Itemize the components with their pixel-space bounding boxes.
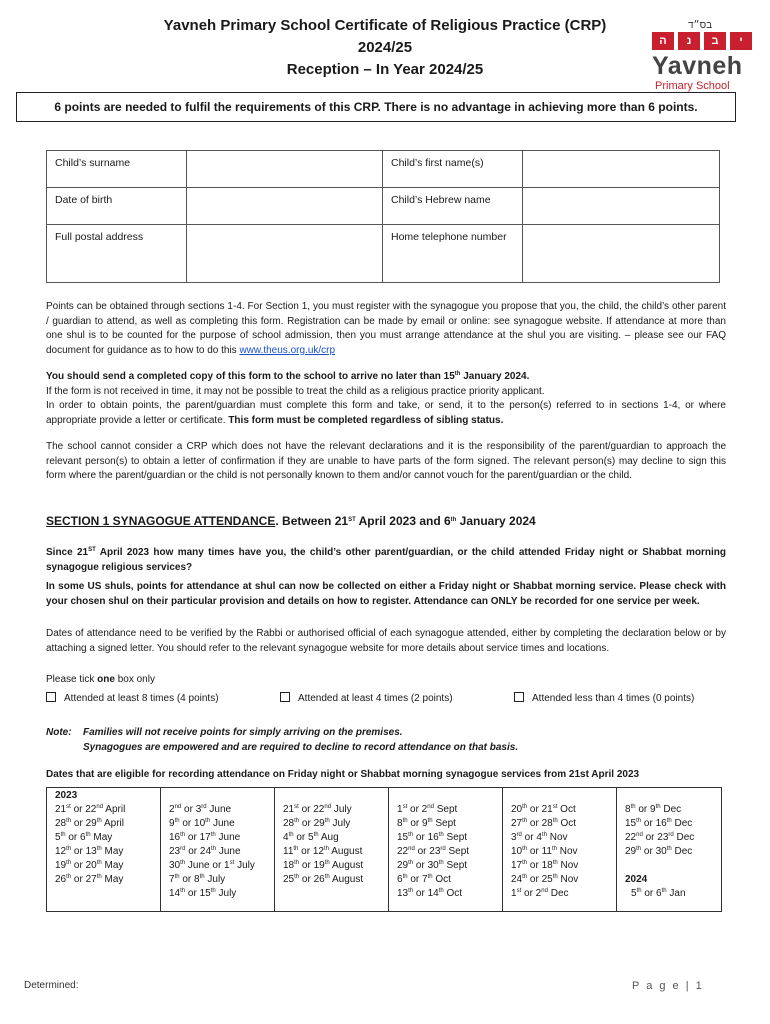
date-entry: 29th or 30th Dec bbox=[625, 846, 693, 857]
date-entry: 6th or 7th Oct bbox=[397, 874, 451, 885]
surname-field[interactable] bbox=[187, 151, 383, 188]
logo-hebrew-blocks bbox=[652, 32, 752, 50]
note-label: Note: bbox=[46, 727, 72, 738]
option-4-times[interactable] bbox=[280, 692, 453, 704]
sibling-status: This form must be completed regardless of sibling status. bbox=[228, 414, 504, 426]
dates-col3 bbox=[275, 788, 389, 912]
date-entry: 26th or 27th May bbox=[55, 874, 124, 885]
attendance-question bbox=[46, 546, 726, 575]
date-entry: 5th or 6th May bbox=[55, 832, 113, 843]
year-2023: 2023 bbox=[55, 790, 78, 801]
date-entry: 7th or 8th July bbox=[169, 874, 226, 885]
tick-c: box only bbox=[114, 674, 155, 685]
dates-list bbox=[55, 803, 152, 887]
dates-col5 bbox=[503, 788, 617, 912]
checkbox[interactable] bbox=[514, 692, 524, 702]
submission-paragraph bbox=[46, 370, 726, 428]
date-entry: 13th or 14th Oct bbox=[397, 888, 463, 899]
hebrew-name-label: Child’s Hebrew name bbox=[383, 188, 523, 225]
date-entry: 30th June or 1st July bbox=[169, 860, 255, 871]
dates-list bbox=[625, 803, 713, 859]
date-entry: 24th or 25th Nov bbox=[511, 874, 579, 885]
logo-subtitle: Primary School bbox=[655, 80, 730, 92]
logo-letter: ב bbox=[704, 32, 726, 50]
date-entry: 28th or 29th April bbox=[55, 818, 124, 829]
address-field[interactable] bbox=[187, 225, 383, 283]
logo-name: Yavneh bbox=[652, 52, 743, 80]
date-entry: 17th or 18th Nov bbox=[511, 860, 579, 871]
section1-heading bbox=[46, 514, 536, 528]
date-entry: 2nd or 3rd June bbox=[169, 804, 232, 815]
range-sup2: th bbox=[450, 517, 457, 523]
tick-instruction bbox=[46, 673, 726, 688]
date-entry: 3rd or 4th Nov bbox=[511, 832, 568, 843]
note-line1: Families will not receive points for simply arriving on the premises. bbox=[83, 727, 403, 738]
logo-letter: י bbox=[730, 32, 752, 50]
q-sup: ST bbox=[88, 547, 96, 553]
crp-link[interactable]: www.theus.org.uk/crp bbox=[239, 344, 336, 356]
first-names-label: Child’s first name(s) bbox=[383, 151, 523, 188]
q-a: Since 21 bbox=[46, 547, 89, 558]
dates-col4 bbox=[389, 788, 503, 912]
date-entry: 11th or 12th August bbox=[283, 846, 363, 857]
deadline-b: January 2024. bbox=[460, 371, 530, 382]
range-b: April 2023 and 6 bbox=[355, 514, 451, 528]
late-form-text: If the form is not received in time, it may not be possible to treat the child as a religious practice priority applicant. bbox=[46, 385, 545, 397]
deadline-sup: th bbox=[454, 371, 461, 377]
dates-list bbox=[397, 803, 494, 901]
date-entry: 1st or 2nd Dec bbox=[511, 888, 569, 899]
date-entry: 12th or 13th May bbox=[55, 846, 124, 857]
date-entry: 22nd or 23rd Sept bbox=[397, 846, 470, 857]
date-entry: 23rd or 24th June bbox=[169, 846, 241, 857]
date-entry: 4th or 5th Aug bbox=[283, 832, 339, 843]
date-entry: 5th or 6th Jan bbox=[631, 888, 686, 899]
logo-letter: נ bbox=[678, 32, 700, 50]
option-label: Attended at least 8 times (4 points) bbox=[64, 693, 219, 704]
range-c: January 2024 bbox=[456, 514, 536, 528]
date-entry: 25th or 26th August bbox=[283, 874, 364, 885]
dob-field[interactable] bbox=[187, 188, 383, 225]
date-entry: 28th or 29th July bbox=[283, 818, 351, 829]
date-entry: 9th or 10th June bbox=[169, 818, 235, 829]
checkbox[interactable] bbox=[46, 692, 56, 702]
dates-heading: Dates that are eligible for recording attendance on Friday night or Shabbat morning synagogue services from 21st April 2023 bbox=[46, 769, 640, 780]
date-entry: 8th or 9th Dec bbox=[625, 804, 682, 815]
doc-subtitle: Reception – In Year 2024/25 bbox=[286, 61, 484, 78]
intro-paragraph bbox=[46, 300, 726, 358]
deadline-a: You should send a completed copy of this form to the school to arrive no later than 15 bbox=[46, 371, 455, 382]
option-less-than-4[interactable] bbox=[514, 692, 694, 704]
range-a: . Between 21 bbox=[275, 514, 349, 528]
surname-label: Child’s surname bbox=[47, 151, 187, 188]
deadline-text bbox=[46, 370, 726, 385]
dates-col1 bbox=[47, 788, 161, 912]
footer-determined: Determined: bbox=[24, 980, 79, 991]
tick-a: Please tick bbox=[46, 674, 98, 685]
first-names-field[interactable] bbox=[523, 151, 720, 188]
phone-field[interactable] bbox=[523, 225, 720, 283]
date-entry: 22nd or 23rd Dec bbox=[625, 832, 695, 843]
logo-bsd: בס״ד bbox=[688, 20, 713, 31]
date-entry: 27th or 28th Oct bbox=[511, 818, 577, 829]
intro-text: Points can be obtained through sections 1-4. For Section 1, you must register with the synagogue you propose that you, the child, the child’s other parent / guardian to attend, as well as completing this form. Registration can be made by email or online: see synagogue website. If attendance at more than one shul is to be counted for the purpose of school admission, then you must arrange attendance at the shul you are visiting. – please see our FAQ document for guidance as to how to do this bbox=[46, 301, 726, 356]
year-2024: 2024 bbox=[625, 874, 648, 885]
phone-label: Home telephone number bbox=[383, 225, 523, 283]
dates-col6 bbox=[617, 788, 722, 912]
range-sup1: ST bbox=[348, 517, 356, 523]
verification-text: Dates of attendance need to be verified by the Rabbi or authorised official of each synagogue attended, either by completing the declaration below or by attaching a signed letter. You should refer to the relevant synagogue website for more details about service times and locations. bbox=[46, 628, 726, 654]
address-label: Full postal address bbox=[47, 225, 187, 283]
date-entry: 15th or 16th Sept bbox=[397, 832, 468, 843]
q-b: April 2023 how many times have you, the child’s other parent/guardian, or the child attended Friday night or Shabbat morning synagogue religious services? bbox=[46, 547, 726, 573]
section1-label: SECTION 1 SYNAGOGUE ATTENDANCE bbox=[46, 514, 276, 528]
date-entry: 8th or 9th Sept bbox=[397, 818, 456, 829]
date-entry: 10th or 11th Nov bbox=[511, 846, 578, 857]
date-entry: 15th or 16th Dec bbox=[625, 818, 693, 829]
child-details-table bbox=[46, 150, 720, 283]
dates-col2 bbox=[161, 788, 275, 912]
logo-letter: ה bbox=[652, 32, 674, 50]
dates-list bbox=[283, 803, 380, 887]
dob-label: Date of birth bbox=[47, 188, 187, 225]
date-entry: 20th or 21st Oct bbox=[511, 804, 576, 815]
points-banner: 6 points are needed to fulfil the requirements of this CRP. There is no advantage in achieving more than 6 points. bbox=[16, 92, 736, 122]
dates-list bbox=[169, 803, 266, 901]
obtain-points-text bbox=[46, 399, 726, 428]
dates-list bbox=[625, 887, 713, 901]
note-line2: Synagogues are empowered and are required to decline to record attendance on that basis. bbox=[83, 742, 519, 753]
date-entry: 1st or 2nd Sept bbox=[397, 804, 458, 815]
dates-list bbox=[511, 803, 608, 901]
date-entry: 14th or 15th July bbox=[169, 888, 237, 899]
date-entry: 19th or 20th May bbox=[55, 860, 124, 871]
option-8-times[interactable] bbox=[46, 692, 219, 704]
tick-b: one bbox=[97, 674, 115, 685]
responsibility-paragraph: The school cannot consider a CRP which does not have the relevant declarations and it is the responsibility of the parent/guardian to approach the relevant person(s) to obtain a letter of confirmation if they are unable to have parts of the form signed. The relevant person(s) may decline to sign this form where the parent/guardian or the child is not personally known to them and/or cannot vouch for the parent/guardian or the child. bbox=[46, 441, 726, 481]
date-entry: 18th or 19th August bbox=[283, 860, 364, 871]
checkbox[interactable] bbox=[280, 692, 290, 702]
hebrew-name-field[interactable] bbox=[523, 188, 720, 225]
date-entry: 21st or 22nd July bbox=[283, 804, 352, 815]
doc-year: 2024/25 bbox=[357, 39, 413, 56]
obtain-a: In order to obtain points, the parent/guardian must complete this form and take, or send, it to the person(s) referred to in sections 1-4, or where appropriate provide a letter or certificate. bbox=[46, 400, 726, 426]
option-label: Attended at least 4 times (2 points) bbox=[298, 693, 453, 704]
date-entry: 21st or 22nd April bbox=[55, 804, 126, 815]
us-shuls-note: In some US shuls, points for attendance at shul can now be collected on either a Friday night or Shabbat morning service. Please check with your chosen shul on their particular provision and details on how to register. Attendance can ONLY be recorded for one service per week. bbox=[46, 581, 726, 607]
doc-title: Yavneh Primary School Certificate of Religious Practice (CRP) bbox=[163, 17, 607, 34]
page-number: P a g e | 1 bbox=[632, 980, 704, 992]
eligible-dates-table bbox=[46, 787, 722, 912]
date-entry: 16th or 17th June bbox=[169, 832, 241, 843]
option-label: Attended less than 4 times (0 points) bbox=[532, 693, 695, 704]
note-block bbox=[46, 725, 518, 755]
date-entry: 29th or 30th Sept bbox=[397, 860, 468, 871]
